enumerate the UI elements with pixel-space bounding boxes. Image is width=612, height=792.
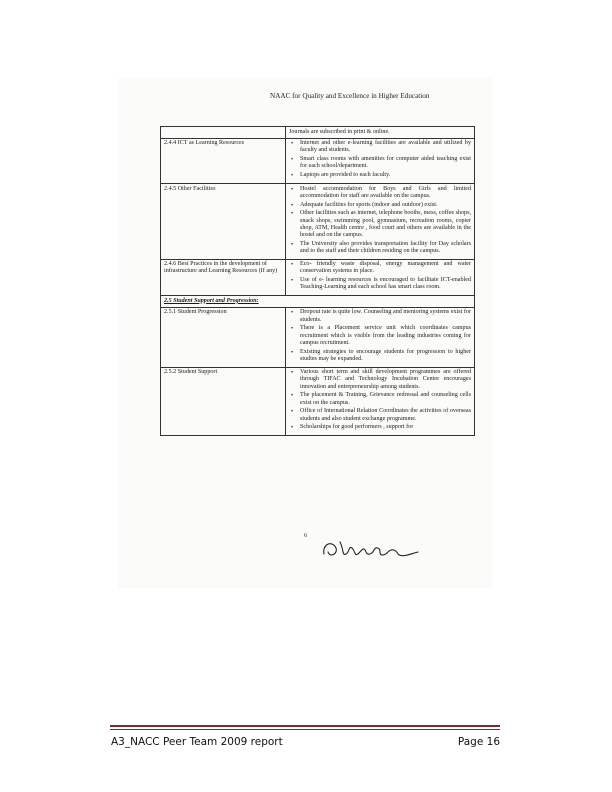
signature-image — [318, 534, 438, 564]
row-label: 2.5.1 Student Progression — [161, 307, 286, 367]
list-item: • Adequate facilities for sports (indoor and outdoor) exist. — [300, 202, 471, 209]
row-bullets — [286, 138, 475, 183]
footer-rule — [110, 729, 500, 730]
list-item: • Hostel accommodation for Boys and Girls and limited accommodation for staff are available on the campus. — [300, 186, 471, 200]
list-item: • Smart class rooms with amenities for computer aided teaching exist for each school/department. — [300, 156, 471, 170]
list-item: • Eco- friendly waste disposal, energy management and water conservation systems in place. — [300, 261, 471, 275]
row-label — [161, 127, 286, 139]
list-item: • The University also provides transportation facility for Day scholars and to the staff and their children residing on the campus. — [300, 241, 471, 255]
list-item: • There is a Placement service unit which coordinates campus recruitment which is visible from the leading industries coming for campus recruitment. — [300, 325, 471, 347]
section-heading-row — [161, 296, 475, 308]
table-row — [161, 138, 475, 183]
row-bullets — [286, 367, 475, 436]
row-label: 2.4.6 Best Practices in the development of infrastructure and Learning Resources (If any) — [161, 259, 286, 296]
list-item: • Other facilities such as internet, telephone booths, mess, coffee shops, snack shops, swimming pool, gymnasium, recreation rooms, copier shop, ATM, Health centre , food court and others are available in the hostel and on the campus. — [300, 210, 471, 239]
list-item: • Dropout rate is quite low. Counseling and mentoring systems exist for students. — [300, 309, 471, 323]
row-label: 2.5.2 Student Support — [161, 367, 286, 436]
report-table — [160, 126, 475, 436]
footer-report-title: A3_NACC Peer Team 2009 report — [111, 736, 283, 748]
table-row — [161, 127, 475, 139]
list-item: • Use of e- learning resources is encouraged to facilitate ICT-enabled Teaching-Learning and each school has smart class room. — [300, 277, 471, 291]
row-label: 2.4.4 ICT as Learning Resources — [161, 138, 286, 183]
table-row — [161, 307, 475, 367]
table-row — [161, 367, 475, 436]
footer-rule — [110, 725, 500, 727]
list-item: • The placement & Training, Grievance redressal and counseling cells exist on the campus. — [300, 392, 471, 406]
row-text — [286, 127, 475, 139]
row-plain-text: Journals are subscribed in print & online. — [289, 128, 390, 135]
list-item: • Scholarships for good performers , support for — [300, 424, 471, 431]
table-row — [161, 259, 475, 296]
footer-page-number: Page 16 — [457, 736, 500, 748]
row-label: 2.4.5 Other Facilities — [161, 184, 286, 260]
table-row — [161, 184, 475, 260]
list-item: • Laptops are provided to each faculty. — [300, 172, 471, 179]
scan-page-number: 6 — [304, 532, 308, 539]
section-heading: 2.5 Student Support and Progression: — [161, 296, 475, 308]
document-header: NAAC for Quality and Excellence in Higher Education — [270, 92, 430, 100]
list-item: • Existing strategies to encourage students for progression to higher studies may be expanded. — [300, 349, 471, 363]
row-bullets — [286, 307, 475, 367]
list-item: • Internet and other e-learning facilities are available and utilized by faculty and students. — [300, 140, 471, 154]
row-bullets — [286, 184, 475, 260]
list-item: • Various short term and skill development programmes are offered through TIFAC and Technology Incubation Centre encourages innovation and entrepreneurship among students. — [300, 369, 471, 391]
list-item: • Office of International Relation Coordinates the activities of overseas students and also student exchange programme. — [300, 408, 471, 422]
row-bullets — [286, 259, 475, 296]
